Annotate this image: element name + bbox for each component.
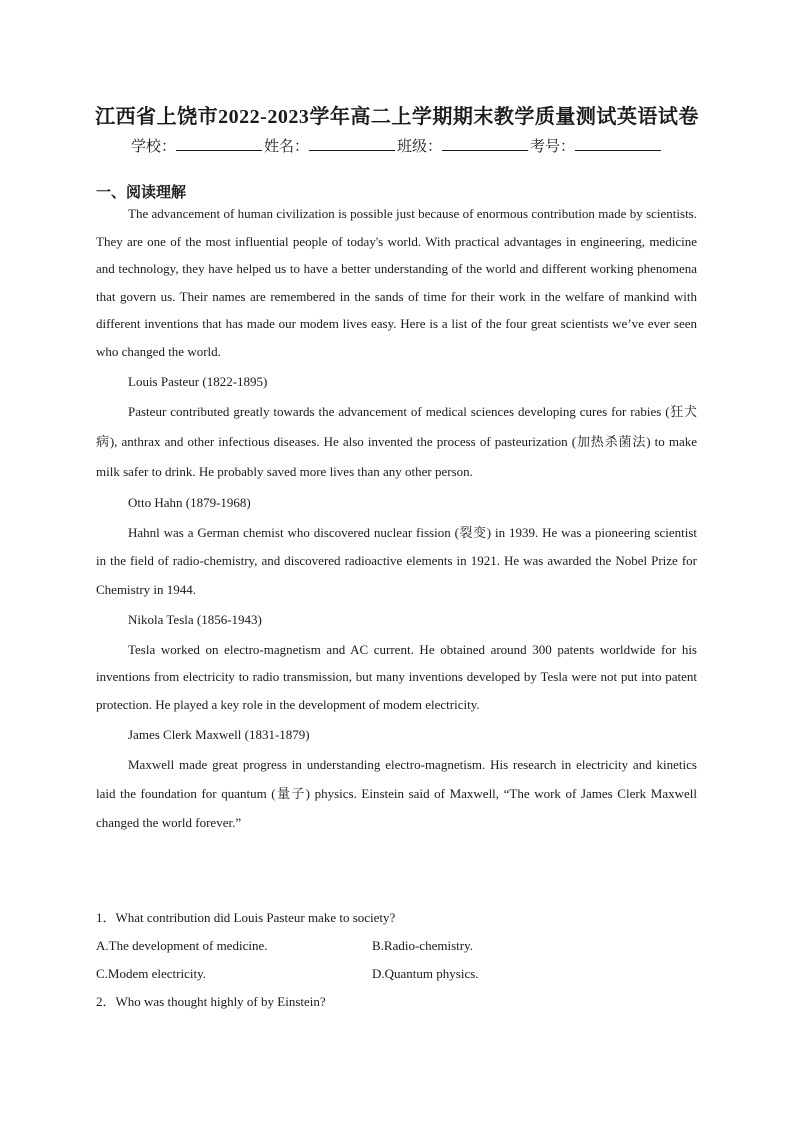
scientist-name-hahn: Otto Hahn (1879-1968) bbox=[128, 495, 251, 511]
school-label: 学校： bbox=[130, 139, 176, 155]
question-2: 2．Who was thought highly of by Einstein? bbox=[96, 994, 326, 1009]
question-1: 1．What contribution did Louis Pasteur make to society? bbox=[96, 910, 396, 925]
scientist-text-tesla: Tesla worked on electro-magnetism and AC current. He obtained around 300 patents worldwide for his inventions from electricity to radio transmission, but many inventions developed by Tesla were not put into patent protection. He played a key role in the development of modem electricity. bbox=[96, 641, 697, 713]
name-blank[interactable] bbox=[309, 136, 395, 151]
scientist-name-maxwell: James Clerk Maxwell (1831-1879) bbox=[128, 726, 310, 742]
passage-intro: The advancement of human civilization is possible just because of enormous contribution made by scientists. They are one of the most influential people of today's world. With practical advantages in engineering, medicine and technology, they have helped us to have a better understanding of the world and different working phenomena that govern us. Their names are remembered in the sands of time for their work in the welfare of mankind with different inventions that has made our modem lives easy. Here is a list of the four great scientists we’ve ever seen who changed the world. bbox=[96, 206, 697, 359]
section-heading: 一、阅读理解 bbox=[96, 185, 187, 201]
school-blank[interactable] bbox=[176, 136, 262, 151]
scientist-text-maxwell: Maxwell made great progress in understanding electro-magnetism. His research in electricity and kinetics laid the foundation for quantum (量子) physics. Einstein said of Maxwell, “The work of James Clerk Maxwell changed the world forever.” bbox=[96, 757, 697, 831]
scientist-name-pasteur: Louis Pasteur (1822-1895) bbox=[128, 373, 268, 389]
option-d[interactable]: D.Quantum physics. bbox=[372, 966, 479, 981]
scientist-name-tesla: Nikola Tesla (1856-1943) bbox=[128, 612, 262, 628]
question-1-options-row-1 bbox=[96, 932, 697, 960]
number-label: 考号： bbox=[530, 139, 576, 155]
option-a[interactable]: A.The development of medicine. bbox=[96, 938, 268, 953]
class-label: 班级： bbox=[397, 139, 443, 155]
scientist-text-hahn: Hahnl was a German chemist who discovered nuclear fission (裂变) in 1939. He was a pioneering scientist in the field of radio-chemistry, and discovered radioactive elements in 1921. He was awarded the Nobel Prize for Chemistry in 1944. bbox=[96, 524, 697, 597]
number-blank[interactable] bbox=[575, 136, 661, 151]
page-title: 江西省上饶市2022-2023学年高二上学期期末教学质量测试英语试卷 bbox=[95, 106, 699, 128]
question-1-options-row-2 bbox=[96, 960, 697, 988]
reading-passage bbox=[96, 200, 697, 837]
name-label: 姓名： bbox=[263, 139, 309, 155]
option-b[interactable]: B.Radio-chemistry. bbox=[372, 938, 473, 953]
student-info-line bbox=[0, 135, 794, 156]
class-blank[interactable] bbox=[442, 136, 528, 151]
option-c[interactable]: C.Modem electricity. bbox=[96, 966, 206, 981]
questions bbox=[96, 904, 697, 1016]
scientist-text-pasteur: Pasteur contributed greatly towards the advancement of medical sciences developing cures for rabies (狂犬病), anthrax and other infectious diseases. He also invented the process of pasteurization (加热杀菌法) to make milk safer to drink. He probably saved more lives than any other person. bbox=[96, 404, 697, 480]
